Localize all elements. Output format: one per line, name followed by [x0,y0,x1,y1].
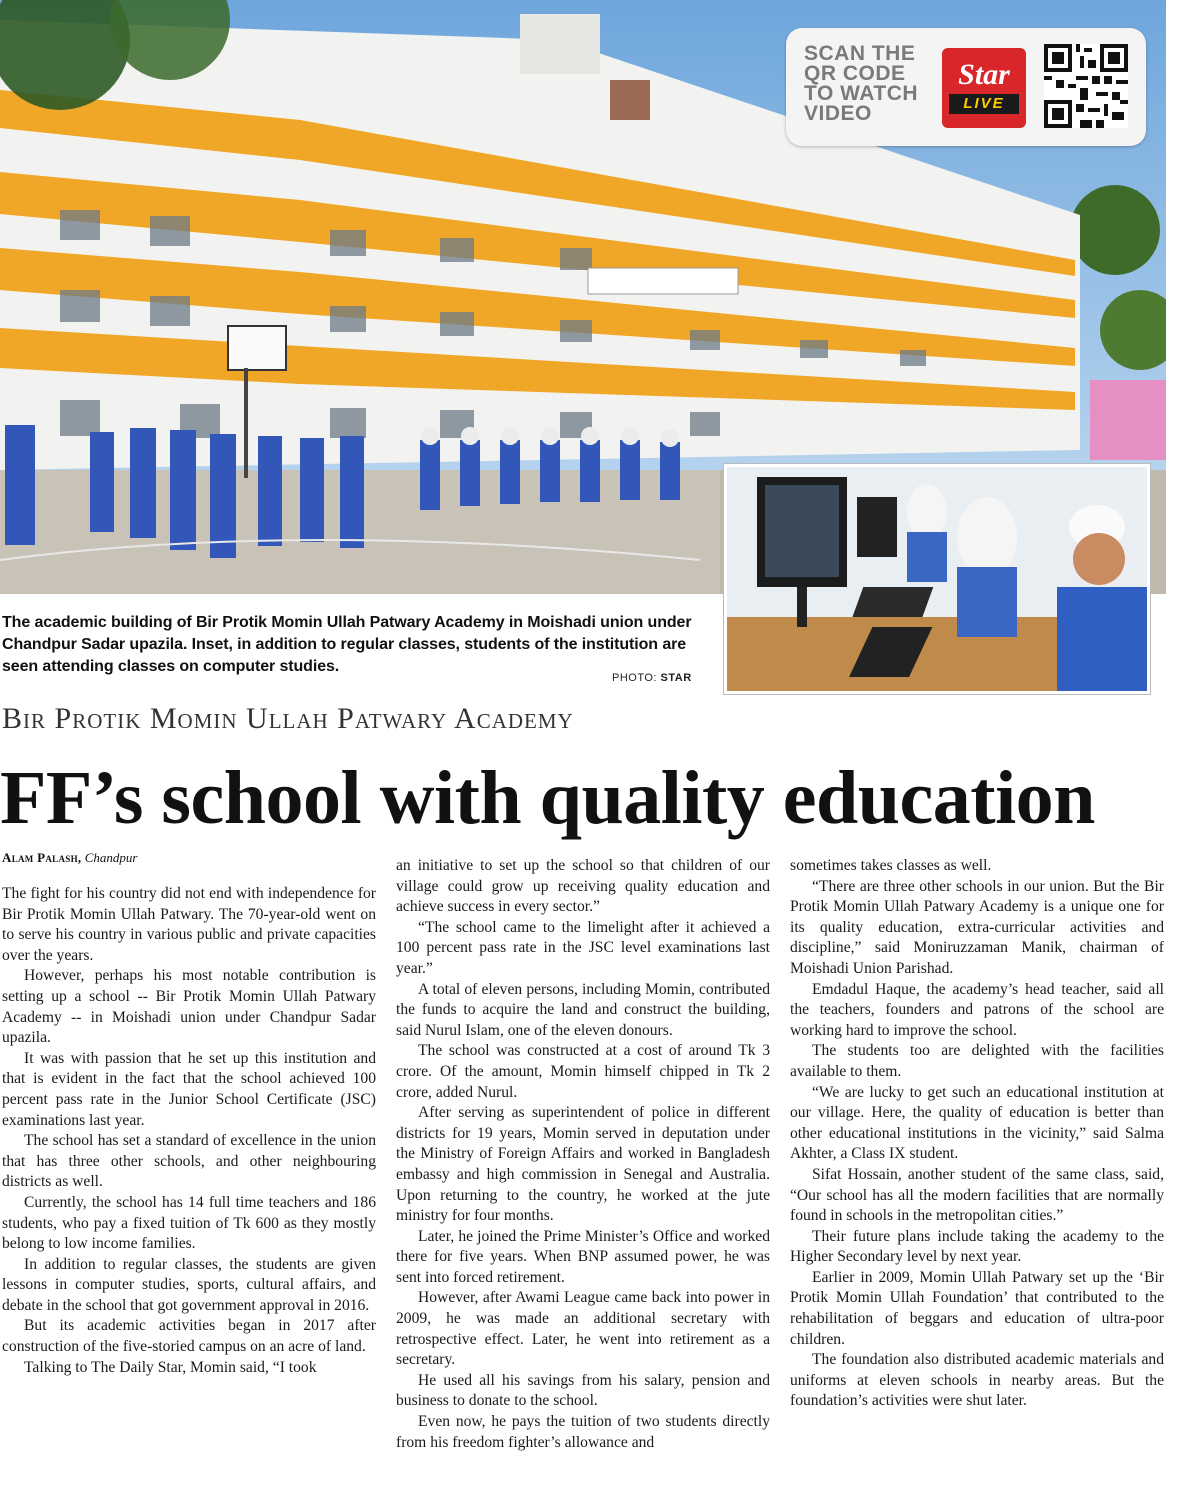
paragraph: Earlier in 2009, Momin Ullah Patwary set up the ‘Bir Protik Momin Ullah Foundation’ that contributed to the rehabilitation of beggars and education of ultra-poor children. [790,1268,1164,1348]
article-column-1 [2,884,376,1378]
inset-photo [724,464,1150,694]
article-headline: FF’s school with quality education [0,756,1095,840]
paragraph: “The school came to the limelight after it achieved a 100 percent pass rate in the JSC level examinations last year.” [396,918,770,977]
paragraph: Even now, he pays the tuition of two students directly from his freedom fighter’s allowance and [396,1413,770,1451]
paragraph: an initiative to set up the school so that children of our village could grow up receiving quality education and achieve success in every sector.” [396,857,770,916]
paragraph: It was with passion that he set up this institution and that is evident in the fact that the school achieved 100 percent pass rate in the Junior School Certificate (JSC) examinations last year. [2,1049,376,1129]
paragraph: “There are three other schools in our union. But the Bir Protik Momin Ullah Patwary Academy is a unique one for its quality education, extra-curricular activities and discipline,” said Moniruzzaman Manik, chairman of Moishadi Union Parishad. [790,877,1164,977]
qr-promo-text [804,44,944,124]
paragraph: However, after Awami League came back into power in 2009, he was made an additional secretary with retrospective effect. Later, he went into retirement as a secretary. [396,1289,770,1369]
paragraph: Sifat Hossain, another student of the same class, said, “Our school has all the modern facilities that are normally found in schools in the metropolitan cities.” [790,1165,1164,1225]
qr-promo-box[interactable] [786,28,1146,146]
live-logo-text: LIVE [949,94,1019,114]
paragraph: However, perhaps his most notable contribution is setting up a school -- Bir Protik Momin Ullah Patwary Academy -- in Moishadi union under Chandpur Sadar upazila. [2,967,376,1047]
photo-credit-name: STAR [660,672,692,684]
paragraph: After serving as superintendent of police in different districts for 19 years, Momin served in deputation under the Ministry of Foreign Affairs and worked in Bangladesh embassy and high commission in Senegal and Australia. Upon returning to the country, he worked at the jute ministry for four months. [396,1104,770,1225]
paragraph: A total of eleven persons, including Momin, contributed the funds to acquire the land and construct the building, said Nurul Islam, one of the eleven donours. [396,980,770,1039]
star-logo-text: Star [958,58,1010,91]
article-column-3 [790,856,1164,1412]
byline-location: Chandpur [84,850,138,865]
photo-caption: The academic building of Bir Protik Momin Ullah Patwary Academy in Moishadi union under Chandpur Sadar upazila. Inset, in addition to regular classes, students of the institution are seen attending classes on computer studies. [2,614,692,675]
paragraph: The students too are delighted with the facilities available to them. [790,1042,1164,1080]
paragraph: But its academic activities began in 2017 after construction of the five-storied campus on an acre of land. [2,1317,376,1356]
paragraph: He used all his savings from his salary, pension and business to donate to the school. [396,1371,770,1410]
qr-promo-line: TO WATCH [804,82,919,105]
paragraph: “We are lucky to get such an educational institution at our village. Here, the quality of education is better than other educational institutions in the vicinity,” said Salma Akhter, a Class IX student. [790,1083,1164,1163]
computer-class-illustration [727,467,1147,691]
photo-credit [612,672,692,684]
paragraph: Their future plans include taking the academy to the Higher Secondary level by next year. [790,1227,1164,1266]
qr-promo-line: SCAN THE [804,42,916,65]
article-kicker: Bir Protik Momin Ullah Patwary Academy [2,702,574,735]
paragraph: sometimes takes classes as well. [790,857,992,874]
paragraph: The foundation also distributed academic materials and uniforms at eleven schools in nearby areas. But the foundation’s activities were shut later. [790,1351,1164,1410]
paragraph: In addition to regular classes, the students are given lessons in computer studies, sports, cultural affairs, and debate in the school that got government approval in 2016. [2,1255,376,1314]
photo-credit-label: PHOTO: [612,672,661,684]
qr-promo-line: VIDEO [804,102,872,125]
byline-author: Alam Palash, [2,850,82,865]
paragraph: Emdadul Haque, the academy’s head teacher, said all the teachers, founders and patrons of the school are working hard to improve the school. [790,980,1164,1039]
star-live-logo [942,48,1026,128]
byline [2,850,137,866]
paragraph: The fight for his country did not end with independence for Bir Protik Momin Ullah Patwary. The 70-year-old went on to serve his country in various public and private capacities over the years. [2,885,376,964]
article-column-2 [396,856,770,1453]
paragraph: Later, he joined the Prime Minister’s Office and worked there for five years. When BNP assumed power, he was sent into forced retirement. [396,1227,770,1286]
paragraph: The school was constructed at a cost of around Tk 3 crore. Of the amount, Momin himself chipped in Tk 2 crore, added Nurul. [396,1042,770,1101]
paragraph: Talking to The Daily Star, Momin said, “I took [24,1358,317,1376]
qr-code-icon[interactable] [1044,44,1128,128]
qr-promo-line: QR CODE [804,62,906,85]
paragraph: The school has set a standard of excellence in the union that has three other schools, and other neighbouring districts as well. [2,1132,376,1191]
paragraph: Currently, the school has 14 full time teachers and 186 students, who pay a fixed tuition of Tk 600 as they mostly belong to low income families. [2,1193,376,1253]
